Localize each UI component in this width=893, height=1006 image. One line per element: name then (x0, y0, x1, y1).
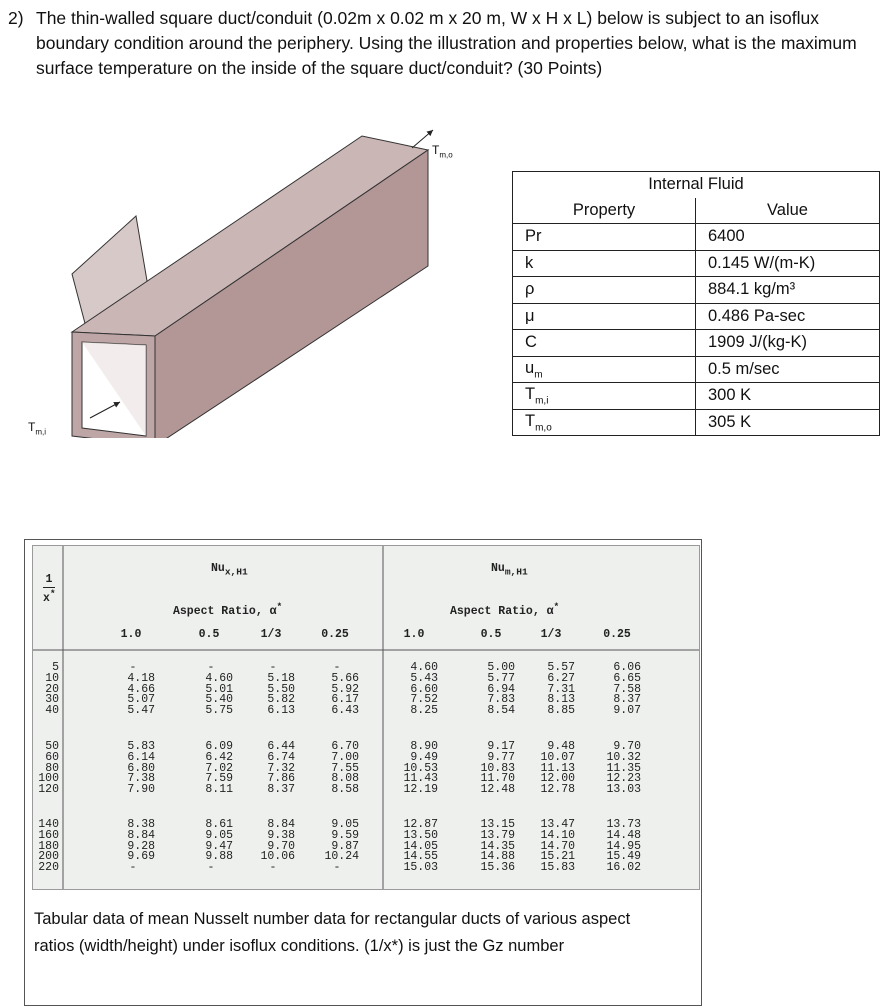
aspect-col-header: 0.5 (198, 628, 220, 641)
nusselt-value: 6.13 (267, 704, 295, 718)
property-symbol: Pr (513, 224, 696, 251)
property-row (513, 383, 880, 410)
gz-value: 5 (52, 661, 59, 674)
nusselt-value: - (333, 861, 341, 875)
nusselt-value: 8.61 (205, 818, 233, 831)
nusselt-value: 9.28 (127, 839, 155, 853)
property-symbol: C (513, 330, 696, 357)
gz-value: 40 (45, 704, 59, 718)
nusselt-value: 9.88 (205, 850, 233, 864)
property-row (513, 409, 880, 436)
nusselt-value: 8.13 (547, 693, 575, 707)
nusselt-value: 10.83 (480, 761, 515, 775)
nusselt-value: - (207, 661, 215, 674)
nusselt-value: 5.57 (547, 661, 575, 674)
nusselt-value: 5.47 (127, 704, 155, 718)
nusselt-value: 8.84 (127, 828, 155, 842)
nusselt-value: 14.10 (540, 828, 575, 842)
gz-value: 30 (45, 693, 59, 707)
nusselt-value: 8.85 (547, 704, 575, 718)
gz-value: 180 (38, 839, 59, 853)
nusselt-value: 8.58 (331, 783, 359, 797)
gz-value: 120 (38, 783, 59, 797)
property-symbol: $T_{m,i}$ (513, 383, 696, 410)
nusselt-value: 9.77 (487, 750, 515, 764)
nusselt-value: 9.05 (331, 818, 359, 831)
nusselt-value: - (129, 861, 137, 875)
nusselt-value: 11.35 (606, 761, 641, 775)
nusselt-value: 16.02 (606, 861, 641, 875)
nusselt-table (32, 545, 700, 890)
nusselt-value: - (207, 861, 215, 875)
property-symbol: $u_m$ (513, 356, 696, 383)
property-value: 300 K (696, 383, 880, 410)
nusselt-value: 8.37 (267, 783, 295, 797)
inlet-temp-label: $T_{m,i}$ (28, 420, 47, 437)
gz-value: 140 (38, 818, 59, 831)
nusselt-value: 10.07 (540, 750, 575, 764)
nusselt-value: 15.49 (606, 850, 641, 864)
gz-value: 60 (45, 750, 59, 764)
gz-value: 50 (45, 740, 59, 753)
nusselt-value: 5.82 (267, 693, 295, 707)
gz-value: 100 (38, 772, 59, 786)
nusselt-value: 7.02 (205, 761, 233, 775)
nusselt-value: 7.83 (487, 693, 515, 707)
property-symbol: ρ (513, 277, 696, 304)
gz-value: 10 (45, 671, 59, 685)
table-title: Internal Fluid (513, 172, 880, 198)
property-value: 1909 J/(kg-K) (696, 330, 880, 357)
nusselt-value: 9.59 (331, 828, 359, 842)
nusselt-value: 8.08 (331, 772, 359, 786)
nusselt-value: 9.87 (331, 839, 359, 853)
nusselt-value: 6.60 (410, 682, 438, 696)
left-aspect-label: Aspect Ratio, α* (173, 601, 283, 618)
nusselt-value: 7.86 (267, 772, 295, 786)
nusselt-value: 5.83 (127, 740, 155, 753)
nusselt-value: 8.38 (127, 818, 155, 831)
nusselt-value: 7.59 (205, 772, 233, 786)
nusselt-value: 14.95 (606, 839, 641, 853)
nusselt-value: - (269, 861, 277, 875)
nusselt-value: 10.06 (260, 850, 295, 864)
duct-illustration (0, 118, 480, 438)
right-aspect-label: Aspect Ratio, α* (450, 601, 560, 618)
nusselt-value: 12.78 (540, 783, 575, 797)
nusselt-value: - (269, 661, 277, 674)
nusselt-value: 14.70 (540, 839, 575, 853)
nusselt-value: 10.24 (324, 850, 359, 864)
nusselt-value: 13.03 (606, 783, 641, 797)
nusselt-value: 4.18 (127, 671, 155, 685)
nusselt-value: 14.35 (480, 839, 515, 853)
col-value: Value (696, 198, 880, 224)
gz-value: 80 (45, 761, 59, 775)
nusselt-value: 13.50 (403, 828, 438, 842)
nusselt-value: 13.15 (480, 818, 515, 831)
nusselt-value: 6.65 (613, 671, 641, 685)
nusselt-value: 9.47 (205, 839, 233, 853)
aspect-col-header: 1/3 (540, 628, 562, 641)
property-symbol: $T_{m,o}$ (513, 409, 696, 436)
nusselt-value: 9.48 (547, 740, 575, 753)
nusselt-value: 6.80 (127, 761, 155, 775)
duct-body (72, 136, 428, 438)
property-value: 0.145 W/(m-K) (696, 250, 880, 277)
nusselt-value: 7.32 (267, 761, 295, 775)
nusselt-value: 12.87 (403, 818, 438, 831)
nusselt-value: 5.92 (331, 682, 359, 696)
nusselt-value: 4.60 (410, 661, 438, 674)
nusselt-value: 9.70 (613, 740, 641, 753)
nusselt-value: 15.21 (540, 850, 575, 864)
nusselt-value: 6.94 (487, 682, 515, 696)
nusselt-value: 12.00 (540, 772, 575, 786)
left-group-header: $Nu_{x,H1}$ (211, 562, 248, 578)
aspect-col-header: 1/3 (260, 628, 282, 641)
nusselt-value: - (333, 661, 341, 674)
nusselt-value: 4.66 (127, 682, 155, 696)
col-property: Property (513, 198, 696, 224)
nusselt-value: 11.43 (403, 772, 438, 786)
property-row (513, 330, 880, 357)
nusselt-value: 15.83 (540, 861, 575, 875)
property-row (513, 250, 880, 277)
nusselt-value: 5.01 (205, 682, 233, 696)
nusselt-value: 4.60 (205, 671, 233, 685)
property-value: 305 K (696, 409, 880, 436)
nusselt-value: 11.13 (540, 761, 575, 775)
table-caption: Tabular data of mean Nusselt number data for rectangular ducts of various aspect ratios (width/height) under isoflux conditions. (1/x*) is just the Gz number (34, 910, 631, 955)
nusselt-value: 5.66 (331, 671, 359, 685)
nusselt-value: 9.38 (267, 828, 295, 842)
nusselt-value: 12.23 (606, 772, 641, 786)
nusselt-value: 6.09 (205, 740, 233, 753)
nusselt-value: 6.27 (547, 671, 575, 685)
nusselt-value: 10.53 (403, 761, 438, 775)
nusselt-value: 7.52 (410, 693, 438, 707)
nusselt-value: 6.06 (613, 661, 641, 674)
nusselt-value: 7.00 (331, 750, 359, 764)
nusselt-value: 9.17 (487, 740, 515, 753)
nusselt-value: 7.31 (547, 682, 575, 696)
gz-header: 1 x* (43, 573, 56, 605)
property-value: 6400 (696, 224, 880, 251)
nusselt-value: 12.48 (480, 783, 515, 797)
nusselt-value: 5.77 (487, 671, 515, 685)
nusselt-value: 7.58 (613, 682, 641, 696)
gz-value: 20 (45, 682, 59, 696)
nusselt-value: 8.25 (410, 704, 438, 718)
nusselt-value: 14.55 (403, 850, 438, 864)
nusselt-value: 6.43 (331, 704, 359, 718)
nusselt-value: 8.37 (613, 693, 641, 707)
nusselt-value: 5.50 (267, 682, 295, 696)
nusselt-value: 15.36 (480, 861, 515, 875)
outlet-temp-label: $T_{m,o}$ (432, 143, 453, 160)
nusselt-value: 9.05 (205, 828, 233, 842)
property-row (513, 224, 880, 251)
nusselt-value: 8.90 (410, 740, 438, 753)
right-group-header: $Nu_{m,H1}$ (491, 562, 528, 578)
nusselt-value: 6.44 (267, 740, 295, 753)
nusselt-value: 12.19 (403, 783, 438, 797)
nusselt-value: 6.70 (331, 740, 359, 753)
gz-value: 200 (38, 850, 59, 864)
nusselt-value: 14.48 (606, 828, 641, 842)
nusselt-value: - (129, 661, 137, 674)
aspect-col-header: 0.25 (321, 628, 349, 641)
nusselt-value: 14.88 (480, 850, 515, 864)
nusselt-value: 9.69 (127, 850, 155, 864)
nusselt-value: 11.70 (480, 772, 515, 786)
nusselt-value: 13.79 (480, 828, 515, 842)
nusselt-value: 7.38 (127, 772, 155, 786)
nusselt-value: 9.70 (267, 839, 295, 853)
nusselt-value: 6.17 (331, 693, 359, 707)
property-symbol: μ (513, 303, 696, 330)
nusselt-value: 13.73 (606, 818, 641, 831)
gz-value: 220 (38, 861, 59, 875)
nusselt-value: 13.47 (540, 818, 575, 831)
nusselt-value: 9.07 (613, 704, 641, 718)
outlet-arrow (412, 130, 433, 148)
nusselt-value: 5.00 (487, 661, 515, 674)
aspect-col-header: 0.5 (480, 628, 502, 641)
aspect-col-header: 1.0 (120, 628, 142, 641)
property-row (513, 356, 880, 383)
nusselt-value: 7.90 (127, 783, 155, 797)
property-symbol: k (513, 250, 696, 277)
property-table (512, 171, 880, 436)
nusselt-value: 5.40 (205, 693, 233, 707)
nusselt-value: 7.55 (331, 761, 359, 775)
property-value: 0.5 m/sec (696, 356, 880, 383)
nusselt-value: 10.32 (606, 750, 641, 764)
aspect-col-header: 1.0 (403, 628, 425, 641)
property-row (513, 277, 880, 304)
gz-value: 160 (38, 828, 59, 842)
nusselt-value: 15.03 (403, 861, 438, 875)
nusselt-value: 5.43 (410, 671, 438, 685)
nusselt-value: 6.42 (205, 750, 233, 764)
nusselt-value: 8.11 (205, 783, 233, 797)
question-text: The thin-walled square duct/conduit (0.02m x 0.02 m x 20 m, W x H x L) below is subject to an isoflux boundary condition around the periphery. Using the illustration and properties below, what is the maximum surface temperature on the inside of the square duct/conduit? (30 Points) (36, 8, 857, 78)
nusselt-value: 6.74 (267, 750, 295, 764)
property-value: 884.1 kg/m³ (696, 277, 880, 304)
aspect-col-header: 0.25 (603, 628, 631, 641)
nusselt-value: 6.14 (127, 750, 155, 764)
nusselt-value: 8.84 (267, 818, 295, 831)
property-value: 0.486 Pa-sec (696, 303, 880, 330)
nusselt-value: 5.75 (205, 704, 233, 718)
question-number: 2) (8, 8, 24, 28)
nusselt-value: 14.05 (403, 839, 438, 853)
property-row (513, 303, 880, 330)
nusselt-value: 8.54 (487, 704, 515, 718)
nusselt-value: 9.49 (410, 750, 438, 764)
nusselt-value: 5.07 (127, 693, 155, 707)
nusselt-value: 5.18 (267, 671, 295, 685)
